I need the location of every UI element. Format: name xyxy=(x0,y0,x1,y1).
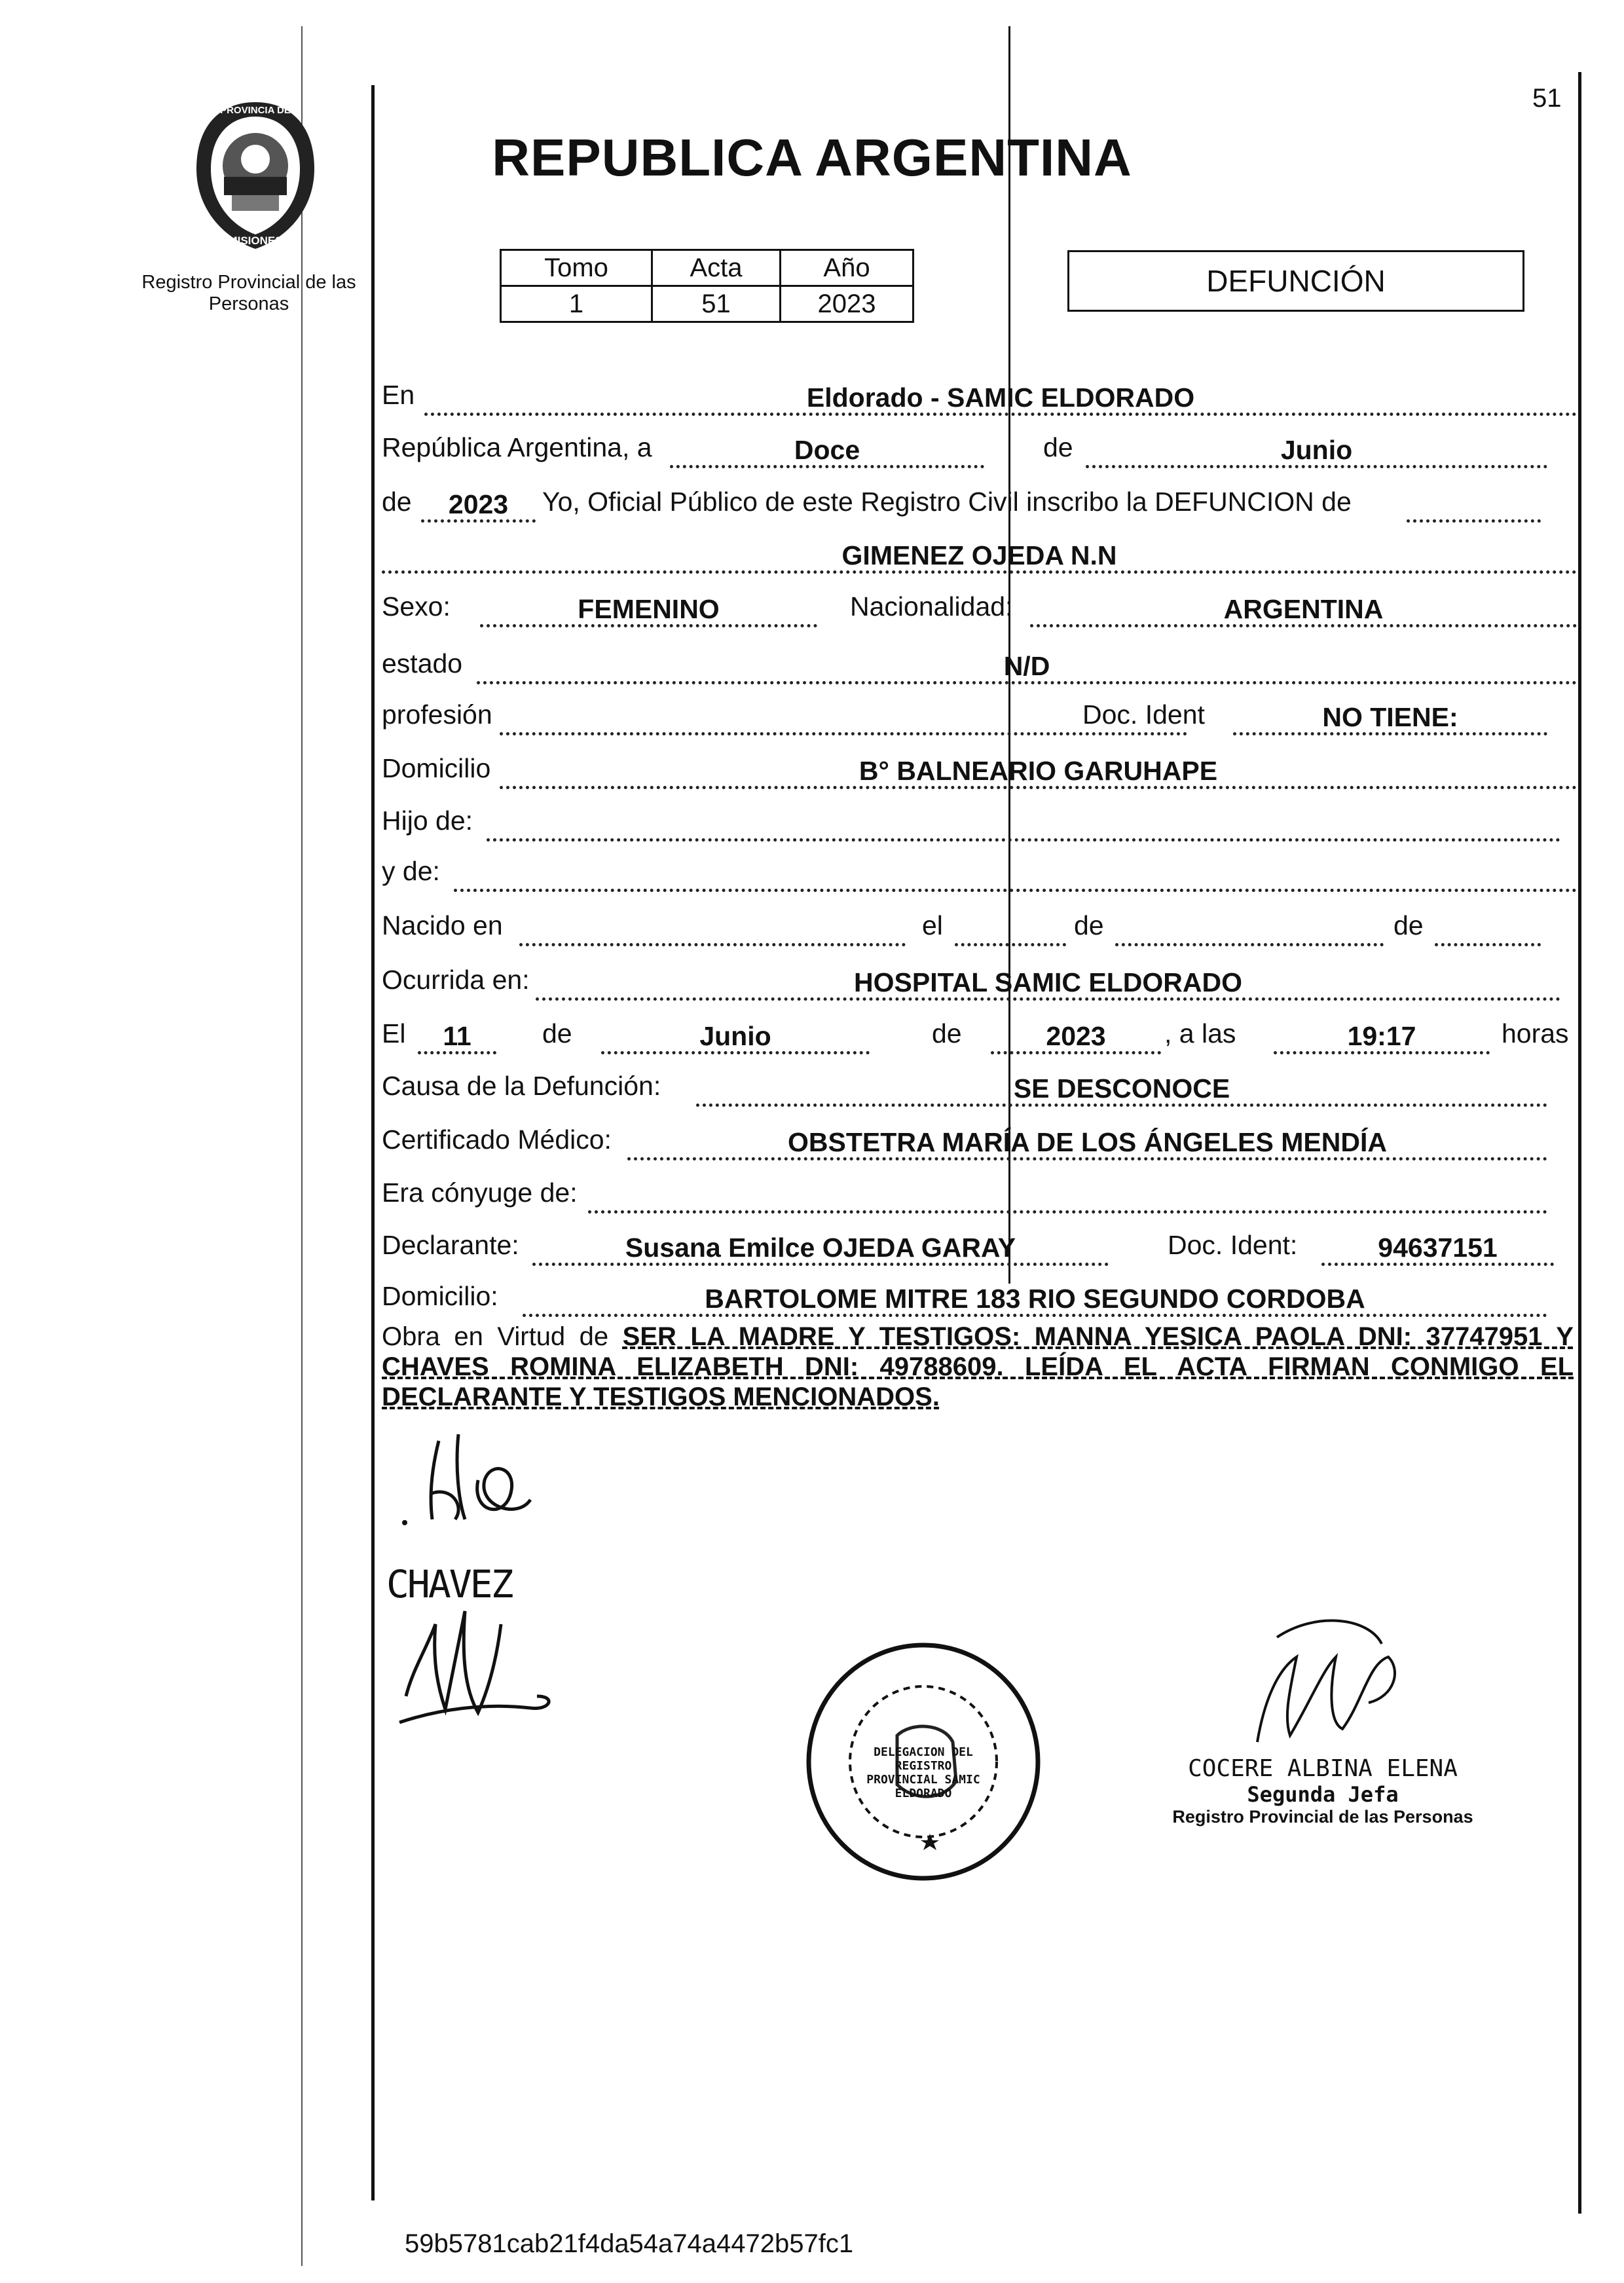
row-en xyxy=(382,377,1577,416)
row-hijo xyxy=(382,802,1560,842)
witness-name-handwritten: CHAVEZ xyxy=(386,1562,512,1606)
page-number: 51 xyxy=(1532,84,1562,113)
record-type: DEFUNCIÓN xyxy=(1206,264,1386,298)
en-label: En xyxy=(382,380,415,410)
profesion-label: profesión xyxy=(382,699,492,730)
sexo-label: Sexo: xyxy=(382,591,451,622)
registry-caption: Registro Provincial de las Personas xyxy=(141,272,356,314)
obra-value: SER LA MADRE Y TESTIGOS: MANNA YESICA PAOLA DNI: 37747951 Y CHAVES ROMINA ELIZABETH DNI: 49788609. LEÍDA EL ACTA FIRMAN CONMIGO EL DECLARANTE Y TESTIGOS MENCIONADOS. xyxy=(382,1322,1574,1411)
horas-label: horas xyxy=(1502,1018,1569,1049)
row-estado xyxy=(382,645,1577,684)
causa-field: SE DESCONOCE xyxy=(696,1073,1547,1107)
official-role: Segunda Jefa xyxy=(1247,1782,1399,1807)
row-certificado xyxy=(382,1121,1547,1160)
official-office: Registro Provincial de las Personas xyxy=(1172,1807,1473,1827)
row-ocurrida xyxy=(382,961,1560,1001)
nacionalidad-field: ARGENTINA xyxy=(1030,594,1577,627)
right-margin-line xyxy=(1578,72,1581,2214)
causa-label: Causa de la Defunción: xyxy=(382,1071,661,1101)
year-field: 2023 xyxy=(421,489,536,523)
declarante-label: Declarante: xyxy=(382,1230,519,1260)
oficial-trailing-field xyxy=(1407,489,1541,523)
nacido-label: Nacido en xyxy=(382,910,503,940)
registry-stamp xyxy=(799,1637,1048,1886)
conyuge-field xyxy=(588,1180,1547,1214)
left-margin-line xyxy=(371,85,375,2200)
acta-value: 51 xyxy=(652,286,781,322)
acta-header: Acta xyxy=(652,250,781,286)
sexo-field: FEMENINO xyxy=(480,594,817,627)
anio-header: Año xyxy=(781,250,913,286)
tomo-header: Tomo xyxy=(501,250,652,286)
official-name: COCERE ALBINA ELENA xyxy=(1188,1755,1458,1782)
row-decl-domicilio xyxy=(382,1278,1547,1317)
estado-label: estado xyxy=(382,648,463,678)
row-fecha-muerte xyxy=(382,1015,1567,1054)
oficial-text: Yo, Oficial Público de este Registro Civil inscribo la DEFUNCION de xyxy=(542,487,1352,517)
birth-year-field xyxy=(1435,913,1541,946)
row-causa xyxy=(382,1067,1547,1107)
row-declarante xyxy=(382,1227,1554,1266)
nacido-field xyxy=(519,913,906,946)
decl-domicilio-field: BARTOLOME MITRE 183 RIO SEGUNDO CORDOBA xyxy=(523,1284,1547,1317)
deceased-name: GIMENEZ OJEDA N.N xyxy=(382,540,1577,574)
row-domicilio xyxy=(382,750,1577,789)
estado-field: N/D xyxy=(477,651,1577,684)
el-label: El xyxy=(382,1018,406,1049)
ocurrida-label: Ocurrida en: xyxy=(382,965,530,995)
yde-field xyxy=(454,859,1577,892)
record-table xyxy=(500,249,914,323)
doc-ident-field: NO TIENE: xyxy=(1233,702,1547,735)
document-hash: 59b5781cab21f4da54a74a4472b57fc1 xyxy=(405,2229,854,2258)
death-de1-label: de xyxy=(542,1018,572,1049)
domicilio-field: B° BALNEARIO GARUHAPE xyxy=(500,756,1577,789)
anio-value: 2023 xyxy=(781,286,913,322)
certificado-label: Certificado Médico: xyxy=(382,1124,612,1155)
de-year-label: de xyxy=(382,487,412,517)
stamp-text: DELEGACION DEL REGISTRO PROVINCIAL SAMIC ELDORADO xyxy=(866,1745,980,1800)
death-de2-label: de xyxy=(932,1018,962,1049)
alas-label: , a las xyxy=(1164,1018,1236,1049)
declarante-field: Susana Emilce OJEDA GARAY xyxy=(532,1233,1109,1266)
hijo-label: Hijo de: xyxy=(382,806,473,836)
ocurrida-field: HOSPITAL SAMIC ELDORADO xyxy=(536,967,1560,1001)
witness-signature xyxy=(386,1598,583,1735)
declarant-signature xyxy=(393,1421,563,1539)
official-signature-block xyxy=(1139,1755,1506,1827)
certificado-field: OBSTETRA MARÍA DE LOS ÁNGELES MENDÍA xyxy=(627,1127,1547,1160)
row-profesion xyxy=(382,696,1547,735)
page-title: REPUBLICA ARGENTINA xyxy=(492,128,1132,187)
row-sexo xyxy=(382,588,1577,627)
row-republica xyxy=(382,429,1547,468)
decl-doc-field: 94637151 xyxy=(1321,1233,1554,1266)
day-field: Doce xyxy=(670,435,984,468)
doc-ident-label: Doc. Ident xyxy=(1082,699,1205,730)
conyuge-label: Era cónyuge de: xyxy=(382,1178,578,1208)
birth-day-field xyxy=(955,913,1066,946)
hijo-field xyxy=(487,808,1560,842)
domicilio-label: Domicilio xyxy=(382,753,491,783)
official-signature xyxy=(1238,1598,1408,1768)
de-label: de xyxy=(1043,432,1073,462)
month-field: Junio xyxy=(1086,435,1547,468)
death-year-field: 2023 xyxy=(991,1021,1161,1054)
row-oficial xyxy=(382,483,1547,523)
nacionalidad-label: Nacionalidad: xyxy=(850,591,1013,622)
death-month-field: Junio xyxy=(601,1021,870,1054)
row-yde xyxy=(382,853,1577,892)
left-fold-line xyxy=(301,26,303,2266)
death-time-field: 19:17 xyxy=(1274,1021,1490,1054)
yde-label: y de: xyxy=(382,856,440,886)
seal-bottom-text: MISIONES xyxy=(228,234,283,247)
row-nacido xyxy=(382,907,1541,946)
decl-doc-label: Doc. Ident: xyxy=(1168,1230,1298,1260)
en-field: Eldorado - SAMIC ELDORADO xyxy=(424,382,1577,416)
nacido-de2-label: de xyxy=(1393,910,1424,940)
republica-label: República Argentina, a xyxy=(382,432,652,462)
obra-label: Obra en Virtud de xyxy=(382,1322,609,1351)
seal-top-text: PROVINCIA DE xyxy=(220,105,291,116)
birth-month-field xyxy=(1115,913,1384,946)
row-conyuge xyxy=(382,1174,1547,1214)
row-deceased xyxy=(382,534,1577,574)
decl-domicilio-label: Domicilio: xyxy=(382,1281,498,1311)
death-day-field: 11 xyxy=(418,1021,496,1054)
tomo-value: 1 xyxy=(501,286,652,322)
nacido-el-label: el xyxy=(922,910,943,940)
nacido-de-label: de xyxy=(1074,910,1104,940)
record-type-box xyxy=(1067,250,1524,312)
obra-paragraph xyxy=(382,1322,1574,1412)
